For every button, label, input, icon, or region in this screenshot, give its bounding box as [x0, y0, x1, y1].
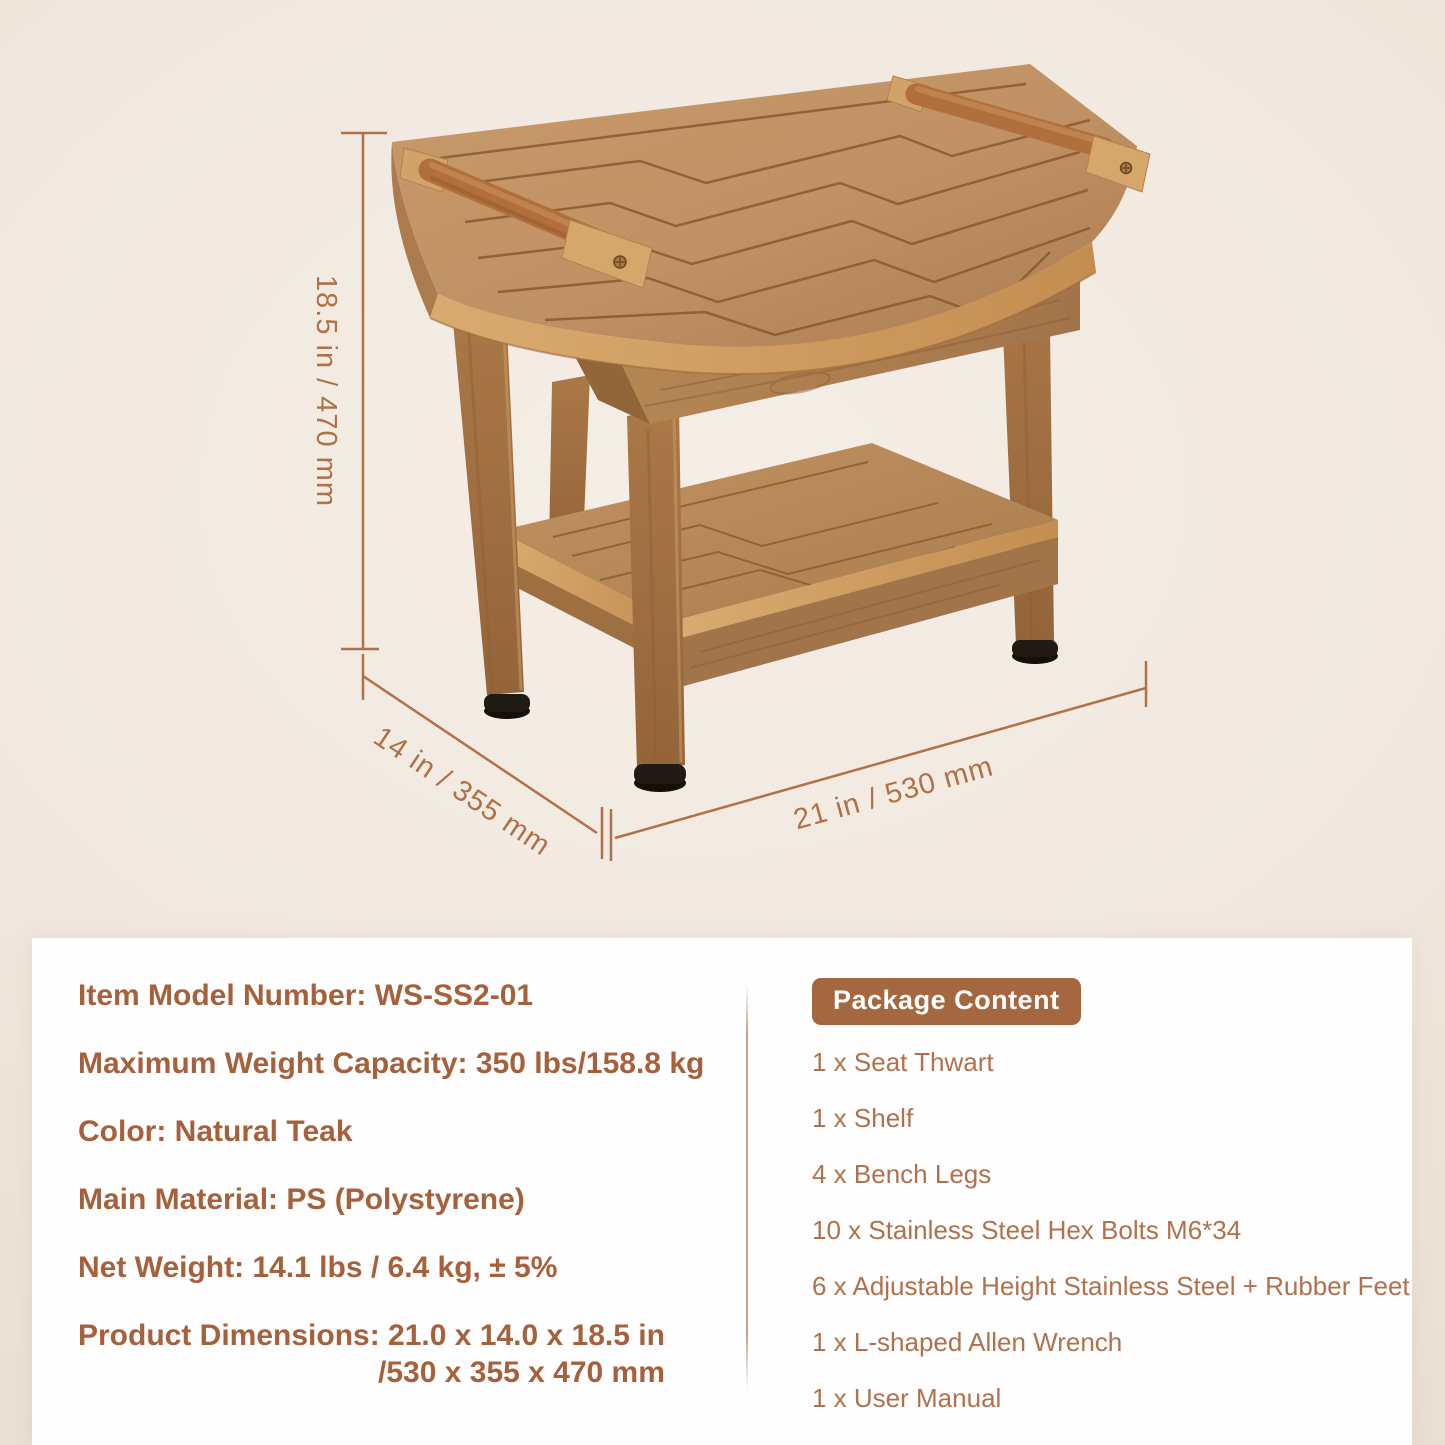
spec-row-weight-capacity: Maximum Weight Capacity: 350 lbs/158.8 kg [78, 1047, 705, 1080]
spec-card [32, 938, 1412, 1445]
shower-bench [391, 64, 1150, 792]
package-content-section [812, 978, 1410, 1441]
width-dimension-label: 21 in / 530 mm [790, 750, 998, 837]
width-dimension-line [615, 688, 1146, 838]
screw-icon [1121, 163, 1132, 174]
package-item-user-manual: 1 x User Manual [812, 1383, 1002, 1413]
package-content-badge: Package Content [812, 978, 1081, 1025]
package-list [812, 1049, 1410, 1411]
depth-dimension-label: 14 in / 355 mm [367, 720, 557, 863]
spec-row-model-number: Item Model Number: WS-SS2-01 [78, 979, 534, 1012]
vertical-divider [746, 984, 748, 1390]
rubber-foot [484, 694, 530, 719]
height-dimension-label: 18.5 in / 470 mm [310, 275, 342, 507]
rubber-foot [1012, 640, 1058, 664]
screw-icon [614, 256, 626, 268]
spec-row-product-dimensions [78, 1320, 665, 1389]
product-dimensions-mm: /530 x 355 x 470 mm [378, 1356, 665, 1389]
spec-row-net-weight: Net Weight: 14.1 lbs / 6.4 kg, ± 5% [78, 1251, 558, 1284]
package-item-allen-wrench: 1 x L-shaped Allen Wrench [812, 1327, 1123, 1357]
product-dimensions-inches: Product Dimensions: 21.0 x 14.0 x 18.5 in [78, 1319, 665, 1352]
rubber-foot [634, 764, 686, 792]
bench-leg-front-left [451, 300, 524, 695]
spec-row-color: Color: Natural Teak [78, 1115, 353, 1148]
bench-leg-front-right [627, 407, 685, 769]
spec-row-material: Main Material: PS (Polystyrene) [78, 1183, 525, 1216]
package-item-hex-bolts: 10 x Stainless Steel Hex Bolts M6*34 [812, 1215, 1242, 1245]
spec-list [78, 980, 704, 1425]
package-item-seat-thwart: 1 x Seat Thwart [812, 1047, 994, 1077]
package-item-bench-legs: 4 x Bench Legs [812, 1159, 992, 1189]
package-item-shelf: 1 x Shelf [812, 1103, 914, 1133]
package-item-feet: 6 x Adjustable Height Stainless Steel + Rubber Feet [812, 1271, 1410, 1301]
